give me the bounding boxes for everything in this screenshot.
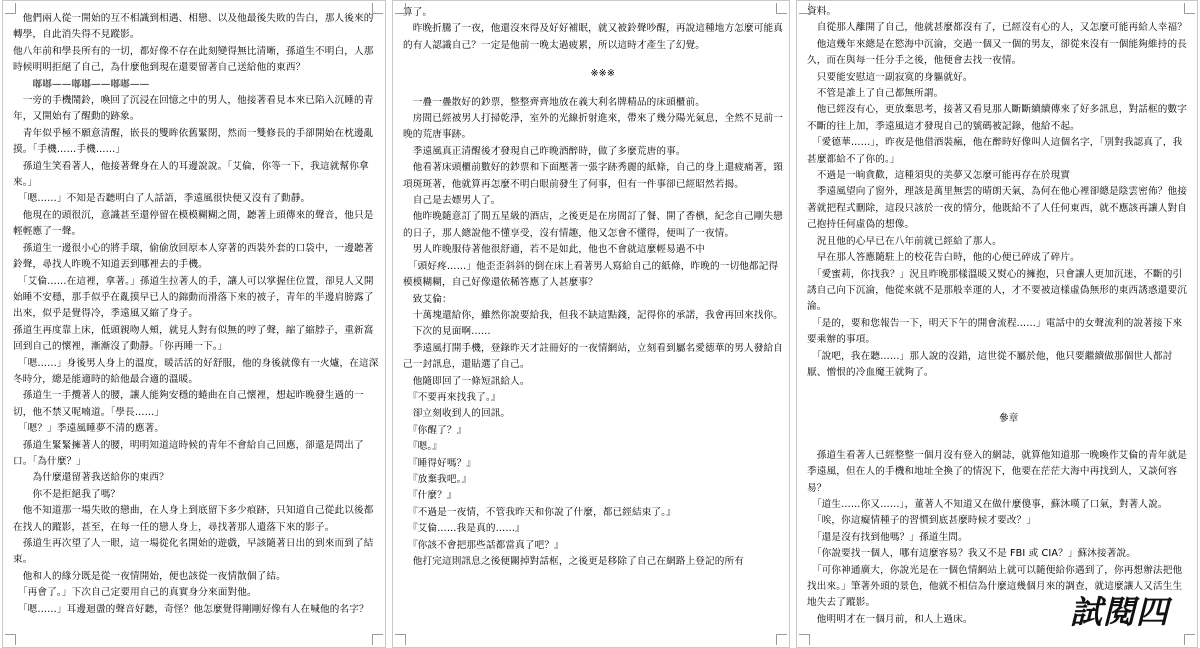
paragraph: 『什麼？』 <box>403 490 457 502</box>
crop-mark <box>5 3 16 14</box>
crop-mark <box>5 634 16 645</box>
paragraph: ※※※ <box>570 68 616 80</box>
crop-mark <box>799 634 810 645</box>
paragraph: 季遠風望向了窗外，理該是萬里無雲的晴朗天氣，為何在他心裡卻總是陰雲密佈？他接著就把程式刪除，這段只該於一夜的情分，他既給不了人任何東西，就不應該再讓人對自己抱持任何虛偽的想像。 <box>807 186 1188 231</box>
paragraph: 他打完這則訊息之後便關掉對話框，之後更是移除了自己在網路上登記的所有 <box>403 556 745 567</box>
crop-mark <box>395 634 406 645</box>
paragraph: 孫道生再度靠上床，低頭親吻人頰，就見人對有似無的哼了聲，縮了縮脖子，重新窩回到自己的懷裡，漸漸沒了動靜。「你再睡一下。」 <box>13 324 374 353</box>
paragraph: 算了。 <box>403 7 433 18</box>
paragraph: 房間已經被男人打掃乾淨，室外的光線折射進來，帶來了幾分陽光氣息，全然不見前一晚的荒唐事跡。 <box>403 113 784 141</box>
paragraph: 下次的見面啊…… <box>403 326 491 338</box>
paragraph <box>403 83 783 95</box>
paragraph <box>807 436 1191 448</box>
paragraph: 「可你神通廣大，你說光是在一個色情網站上就可以隨便給你遇到了，你再想辦法把他找出來。」筆著外頭的景色，他就不相信為什麼這幾個月來的調查，就這麼讓人又活生生地失去了蹤影。 <box>807 564 1183 609</box>
page-middle <box>392 0 790 648</box>
crop-mark <box>372 634 383 645</box>
paragraph: 孫道生看著人已經整整一個月沒有登入的網誌，就算他知道那一晚喚作艾倫的青年就是季遠風，但在人的手機和地址全換了的情況下，他要在茫茫大海中再找到人，又談何容易？ <box>807 449 1188 494</box>
paragraph: 『不過是一夜情，不管我昨天和你說了什麼，都已經結束了。』 <box>403 506 676 518</box>
paragraph: 『嗯。』 <box>403 441 443 453</box>
paragraph: 早在那人答應隨駐上的校花告白時，他的心便已碎成了碎片。 <box>807 252 1080 264</box>
paragraph: 孫道生一手攬著人的腰，讓人能夠安穩的蜷曲在自己懷裡，想起昨晚發生過的一切，他不禁又呢喃道。「學長……」 <box>13 390 364 418</box>
paragraph: 「是的，要和您報告一下，明天下午的開會流程……」電話中的女聲流利的說著接下來要乘辦的事項。 <box>807 317 1183 346</box>
paragraph: 「道生……你又……」，董著人不知道又在做什麼傻事，蘇沐嘆了口氣，對著人說。 <box>807 498 1168 510</box>
paragraph: 孫道生笑看著人，他接著聲身在人的耳邊說說。「艾倫，你等一下，我這就幫你拿來。」 <box>13 160 369 189</box>
crop-mark <box>372 3 383 14</box>
paragraph: 卻立刻收到人的回訊。 <box>403 408 511 420</box>
watermark-label: 試閱四 <box>1069 593 1169 631</box>
paragraph: 不過是一晌貪歡，這種須臾的美夢又怎麼可能再存在於現實 <box>807 170 1071 182</box>
paragraph: 他看著床頭櫃前數好的鈔票和下面壓著一張字跡秀麗的紙條，自己的身上還疲痛著，頸項斑斑著，他就算再怎麼不明白眼前發生了何事，但有一件事卻已經昭然若揭。 <box>403 162 784 190</box>
paragraph: 『不要再來找我了。』 <box>403 391 501 403</box>
paragraph: 季遠風打開手機，登錄昨天才註冊好的一夜情網站，立刻看到屬名愛德華的男人發給自己一封訊息，還貼選了自己。 <box>403 342 784 371</box>
crop-mark <box>776 3 787 14</box>
paragraph: 他不知道那一場失敗的戀曲，在人身上到底留下多少痕跡，只知道自己從此以後都在找人的蹤影，甚至，在每一任的戀人身上，尋找著那人遺落下來的影子。 <box>13 505 374 533</box>
paragraph: 你不是拒絕我了嗎？ <box>13 488 121 500</box>
paragraph: 自己是去嫖男人了。 <box>403 195 501 207</box>
paragraph: 況且他的心早已在八年前就已經給了那人。 <box>807 235 1002 247</box>
paragraph: 孫道生一邊很小心的將手環，偷偷放回原本人穿著的西裝外套的口袋中，一邊聽著鈴聲，尋找人昨晚不知道丟到哪裡去的手機。 <box>13 242 374 271</box>
paragraph: 「你說要找一個人，哪有這麼容易？我又不是 FBI 或 CIA？」蘇沐接著說。 <box>807 548 1137 560</box>
paragraph: 「嗯……」不知是否聽明白了人話語，季遠風很快便又沒有了動靜。 <box>13 193 311 205</box>
paragraph: 青年似乎極不願意清醒，嵌長的雙眸依舊緊閉，然而一雙修長的手卻開始在枕邊亂摸。「手機……手機……」 <box>13 127 374 156</box>
paragraph: 「嗯……」耳邊迴盪的聲音好聽，奇怪？他怎麼覺得剛剛好像有人在喊他的名字？ <box>13 603 369 615</box>
paragraph: 一疊一疊散好的鈔票，整整齊齊地放在義大利名牌精品的床頭櫃前。 <box>403 96 706 108</box>
crop-mark <box>1184 3 1195 14</box>
crop-mark <box>395 3 406 14</box>
paragraph: 「唉，你這癡情種子的習慣到底甚麼時候才要改？」 <box>807 515 1037 527</box>
paragraph: 『艾倫……我是真的……』 <box>403 523 525 535</box>
page-right <box>796 0 1198 648</box>
paragraph: 資料。 <box>807 6 837 17</box>
paragraph: 昨晚折騰了一夜，他還沒來得及好好補眠，就又被鈴聲吵醒，再說這種地方怎麼可能真的有人認識自己？一定是他前一晚太過疲累，所以這時才產生了幻覺。 <box>403 23 784 51</box>
paragraph: 「還是沒有找到他嗎？」孫道生問。 <box>807 531 968 543</box>
paragraph: 致艾倫： <box>403 293 452 305</box>
paragraph: 「艾倫……在這裡，拿著。」孫道生拉著人的手，讓人可以掌握住位置，卻見人又開始睡不安穩，那手似乎在亂摸早已人的錦動而滑落下來的被子，青年的半邊肩膀露了出來，似乎是覺得冷，季遠風又縮了身子。 <box>13 275 374 320</box>
paragraph: 自從那人離開了自己，他就甚麼都沒有了，已經沒有心的人，又怎麼可能再給人幸福？ <box>807 22 1188 34</box>
paragraph: 不管是誰上了自己都無所謂。 <box>807 88 944 100</box>
paragraph: 他現在的頭很沉，意識甚至還停留在模模糊糊之間，聽著上頭傳來的聲音，他只是輕輕應了一聲。 <box>13 209 374 238</box>
paragraph: 只要能安慰這一副寂寞的身軀就好。 <box>807 71 973 83</box>
paragraph: 他已經沒有心，更放棄思考，接著又看見那人斷斷續續傳來了好多訊息，對話框的數字不斷的往上加，季遠風這才發現自己的號碼被記錄，他給不起。 <box>807 104 1188 132</box>
paragraph: 他這幾年來總是在慾海中沉淪，交過一個又一個的男友，卻從來沒有一個能夠維持的長久，而在與每一任分手之後，他便會去找一夜情。 <box>807 38 1188 67</box>
page-text <box>393 1 789 570</box>
paragraph: 「愛德華……」，昨夜是他借酒裝瘋，他在醉時好像叫人這個名字，「別對我認真了，我甚麼都給不了你的。」 <box>807 137 1183 165</box>
paragraph: 十萬塊還給你，雖然你說要給我，但我不缺這點錢，記得你的承諾，我會再回來找你。 <box>403 309 784 321</box>
paragraph: 他和人的緣分既是從一夜情開始，便也該從一夜情散個了結。 <box>13 570 286 582</box>
paragraph: 孫道生再次望了人一眼，這一場從化名開始的遊戲，早該隨著日出的到來而到了結束。 <box>13 538 374 566</box>
crop-mark <box>776 634 787 645</box>
paragraph <box>807 381 1191 393</box>
paragraph: 他八年前和學長所有的一切，都好像不存在此刻變得無比清晰，孫道生不明白，人那時候明明拒絕了自己，為什麼他到現在還要留著自己送給他的東西？ <box>13 45 374 74</box>
paragraph: 他們兩人從一開始的互不相識到相遇、相戀、以及他最後失敗的告白，那人後來的轉學，自此消失得不見蹤影。 <box>13 13 374 41</box>
page-left <box>2 0 386 648</box>
paragraph: 『你醒了？』 <box>403 424 467 436</box>
paragraph <box>403 54 783 66</box>
paragraph: 他明明才在一個月前，和人上過床。 <box>807 613 973 625</box>
paragraph: 一旁的手機鬧鈴，喚回了沉浸在回憶之中的男人，他接著看見本來已陷入沉睡的青年，又開始有了醒動的跡象。 <box>13 95 374 123</box>
paragraph: 為什麼還留著我送給你的東西？ <box>13 472 169 484</box>
paragraph: 「愛蜜莉，你找我？」況且昨晚那樣溫暖又熨心的擁抱，只會讓人更加沉迷，不斷的引誘自己向下沉淪，他從來就不是那般幸運的人，才不要被這樣虛偽無形的東西誘惑還要沉淪。 <box>807 268 1188 313</box>
paragraph: 「再會了。」下次自己定要用自己的真實身分來面對他。 <box>13 587 257 599</box>
paragraph: 「嗯……」身後男人身上的溫度，暖活活的好舒服，他的身後就像有一火爐，在這深冬時分，總是能適時的給他最合適的溫暖。 <box>13 357 379 385</box>
paragraph: 孫道生緊緊擁著人的腰，明明知道這時候的青年不會給自己回應，卻還是問出了口。「為什麼？」 <box>13 439 364 467</box>
paragraph: 參章 <box>979 413 1019 425</box>
paragraph: 「說吧，我在聽……」那人說的沒錯，這世從不屬於他，他只要繼續做那個世人都討厭、憎恨的冷血魔王就夠了。 <box>807 350 1173 378</box>
paragraph: 他昨晚隨意訂了間五星級的酒店，之後更是在房間訂了餐、開了香檳，紀念自己剛失戀的日子，那人總說他不懂享受，沒有情趣，他又怎會不懂得，便叫了一夜情。 <box>403 211 784 239</box>
paragraph: 嘟嘟——嘟嘟——嘟嘟—— <box>13 78 150 90</box>
page-text <box>3 1 385 618</box>
paragraph: 他隨即回了一條短訊給人。 <box>403 375 530 387</box>
paragraph: 『放棄我吧。』 <box>403 473 472 485</box>
paragraph: 「頭好疼……」他歪歪斜斜的倒在床上看著男人寫給自己的紙條，昨晚的一切他都記得模模糊糊，自己好像還依稀答應了人甚麼事？ <box>403 260 779 289</box>
crop-mark <box>799 3 810 14</box>
page-text <box>797 1 1197 628</box>
paragraph: 『你該不會把那些話都當真了吧？』 <box>403 539 564 551</box>
paragraph: 『睡得好嗎？』 <box>403 457 477 469</box>
paragraph: 男人昨晚服侍著他很舒適，若不是如此，他也不會就這麼輕易過不中 <box>403 244 706 256</box>
crop-mark <box>1184 634 1195 645</box>
paragraph: 季遠風真正清醒後才發現自己昨晚酒醉時，做了多麼荒唐的事。 <box>403 145 686 157</box>
paragraph: 「嗯？」季遠風睡夢不清的應著。 <box>13 423 165 435</box>
